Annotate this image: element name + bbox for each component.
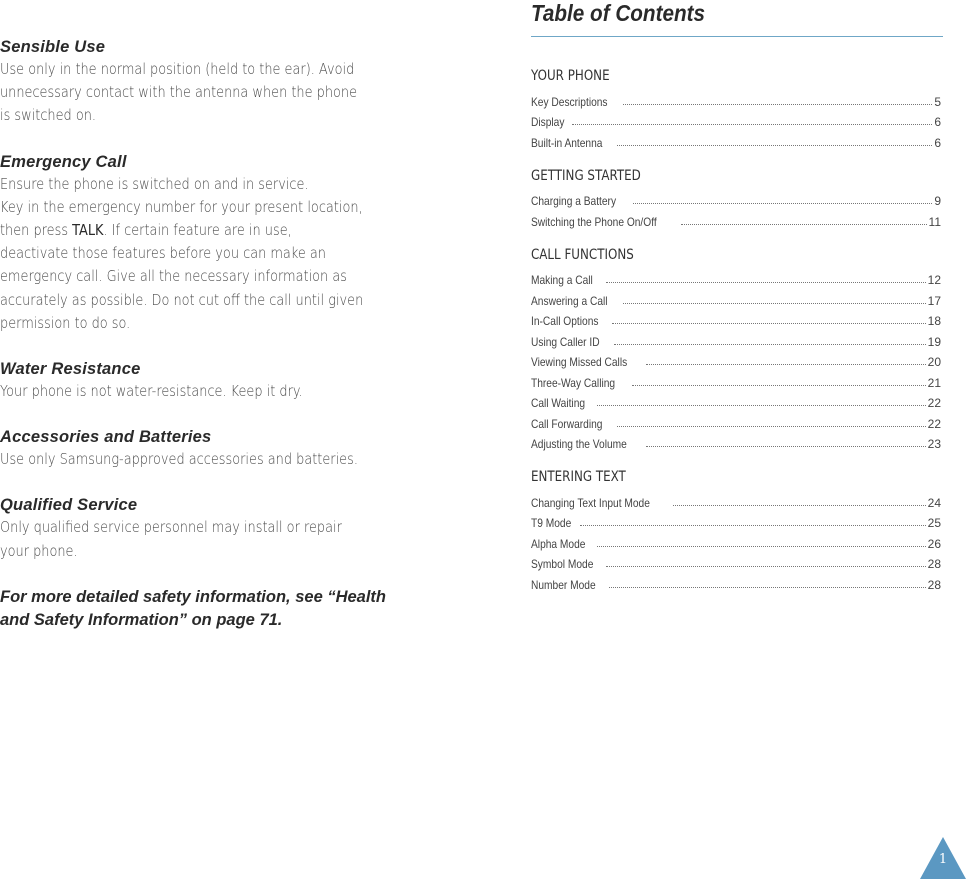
body-line: unnecessary contact with the antenna when the phone	[0, 83, 358, 102]
section-emergency-call	[0, 151, 430, 335]
toc-entry[interactable]	[531, 431, 941, 452]
toc-entry-label: Alpha Mode	[531, 536, 586, 551]
toc-entry-page: 17	[927, 293, 941, 308]
toc-entry[interactable]	[531, 129, 941, 150]
toc-entry-page: 28	[927, 557, 941, 571]
section-title: Sensible Use	[0, 38, 106, 56]
toc-entry[interactable]	[531, 328, 941, 349]
body-line: permission to do so.	[0, 313, 131, 332]
section-water-resistance	[0, 358, 430, 403]
dot-leader	[597, 405, 926, 406]
section-accessories	[0, 426, 430, 471]
section-title: Emergency Call	[0, 152, 127, 171]
toc-entry-page: 6	[934, 135, 941, 150]
toc-entry-page: 12	[927, 273, 941, 287]
section-body	[0, 380, 370, 403]
dot-leader	[609, 587, 926, 588]
dot-leader	[646, 364, 925, 365]
toc-group	[531, 164, 941, 229]
toc-group-title: ENTERING TEXT	[531, 469, 626, 485]
toc-entry-page: 9	[934, 194, 941, 208]
toc-entry-page: 22	[927, 396, 941, 410]
toc-entry-label: Making a Call	[531, 273, 593, 287]
toc-entry[interactable]	[531, 109, 941, 130]
body-line: Your phone is not water-resistance. Keep it dry.	[0, 382, 303, 401]
body-line: deactivate those features before you can make an	[0, 244, 326, 263]
talk-prefix: then press	[0, 221, 73, 240]
dot-leader	[623, 104, 932, 105]
toc-group	[531, 64, 941, 150]
dot-leader	[572, 124, 932, 125]
section-sensible-use	[0, 36, 430, 128]
toc-entry-page: 18	[927, 314, 941, 328]
body-line: your phone.	[0, 541, 78, 560]
section-title: Accessories and Batteries	[0, 428, 212, 447]
toc-group	[531, 465, 941, 592]
dot-leader	[646, 446, 926, 447]
toc-group-title: CALL FUNCTIONS	[531, 246, 634, 263]
toc-entry[interactable]	[531, 188, 941, 209]
body-line: Use only in the normal position (held to the ear). Avoid	[0, 60, 355, 78]
dot-leader	[681, 224, 927, 225]
toc-entry-label: Symbol Mode	[531, 557, 594, 571]
toc-entry-page: 28	[927, 577, 941, 592]
dot-leader	[606, 282, 926, 283]
toc-entry[interactable]	[531, 489, 941, 510]
toc-entry[interactable]	[531, 530, 941, 551]
dot-leader	[617, 426, 926, 427]
toc-group-title: GETTING STARTED	[531, 167, 641, 184]
dot-leader	[617, 145, 932, 146]
toc-entry-page: 19	[927, 334, 941, 349]
toc-entry-label: Number Mode	[531, 577, 596, 592]
body-line: Use only Samsung-approved accessories and batteries.	[0, 450, 358, 469]
dot-leader	[612, 323, 925, 324]
toc-entry-label: Built-in Antenna	[531, 135, 603, 150]
body-line: accurately as possible. Do not cut off the call until given	[0, 290, 364, 309]
toc-entry[interactable]	[531, 510, 941, 531]
toc-entry-page: 26	[927, 536, 941, 551]
section-body	[0, 173, 370, 335]
dot-leader	[606, 566, 925, 567]
toc-entry-label: Using Caller ID	[531, 334, 600, 349]
toc-entry-page: 20	[927, 355, 941, 369]
note-line: and Safety Information” on page 71.	[0, 610, 283, 629]
dot-leader	[580, 525, 925, 526]
toc-group-title: YOUR PHONE	[531, 68, 610, 84]
section-title: Water Resistance	[0, 360, 141, 379]
toc-entry[interactable]	[531, 551, 941, 572]
section-qualified-service	[0, 494, 430, 562]
safety-column	[0, 36, 430, 632]
toc-entry[interactable]	[531, 267, 941, 288]
toc-entry[interactable]	[531, 349, 941, 370]
toc-entry-label: Three-Way Calling	[531, 375, 616, 390]
body-line: Only qualified service personnel may install or repair	[0, 518, 342, 537]
dot-leader	[673, 505, 926, 506]
toc-entry-page: 23	[927, 437, 941, 451]
body-line: is switched on.	[0, 106, 96, 125]
toc-group	[531, 243, 941, 452]
toc-entry-page: 24	[927, 495, 941, 510]
toc-entry[interactable]	[531, 571, 941, 592]
toc-entry[interactable]	[531, 410, 941, 431]
note-line: For more detailed safety information, see “Health	[0, 587, 387, 606]
toc-entry-page: 25	[927, 516, 941, 530]
toc-entry-page: 22	[927, 416, 941, 431]
toc-entry-label: Answering a Call	[531, 293, 608, 308]
toc-entry-label: In-Call Options	[531, 314, 599, 328]
safety-reference-note	[0, 586, 430, 632]
toc-entry-label: Charging a Battery	[531, 194, 617, 208]
toc-divider	[531, 36, 943, 37]
section-body	[0, 516, 370, 562]
toc-entry-label: Call Waiting	[531, 396, 586, 410]
toc-entry-page: 6	[934, 115, 941, 129]
body-line: Key in the emergency number for your present location,	[0, 197, 363, 216]
toc-entry[interactable]	[531, 308, 941, 329]
toc-entry[interactable]	[531, 208, 941, 229]
toc-entry-page: 5	[934, 94, 941, 109]
body-line-talk	[0, 219, 370, 242]
dot-leader	[614, 344, 926, 345]
talk-suffix: . If certain feature are in use,	[103, 221, 292, 240]
section-title: Qualified Service	[0, 496, 138, 515]
talk-key: TALK	[72, 221, 104, 240]
toc-entry[interactable]	[531, 287, 941, 308]
page-number: 1	[938, 852, 948, 867]
section-body	[0, 58, 370, 128]
toc-entry-page: 21	[927, 375, 941, 390]
body-line: Ensure the phone is switched on and in service.	[0, 174, 309, 193]
dot-leader	[632, 385, 926, 386]
body-line: emergency call. Give all the necessary information as	[0, 267, 347, 286]
toc-entry-page: 11	[928, 214, 941, 229]
dot-leader	[623, 303, 926, 304]
toc-entry-label: T9 Mode	[531, 516, 572, 530]
toc-entry[interactable]	[531, 88, 941, 109]
toc-entry[interactable]	[531, 390, 941, 411]
dot-leader	[633, 203, 932, 204]
toc-entry-label: Key Descriptions	[531, 94, 608, 109]
dot-leader	[597, 546, 926, 547]
toc-entry-label: Switching the Phone On/Off	[531, 214, 657, 229]
toc-list	[531, 64, 941, 606]
toc-entry-label: Display	[531, 115, 565, 129]
toc-entry[interactable]	[531, 369, 941, 390]
toc-title: Table of Contents	[531, 0, 706, 26]
toc-entry-label: Changing Text Input Mode	[531, 495, 650, 510]
toc-entry-label: Call Forwarding	[531, 416, 603, 431]
toc-entry-label: Viewing Missed Calls	[531, 355, 628, 369]
section-body	[0, 448, 370, 471]
toc-entry-label: Adjusting the Volume	[531, 437, 627, 451]
